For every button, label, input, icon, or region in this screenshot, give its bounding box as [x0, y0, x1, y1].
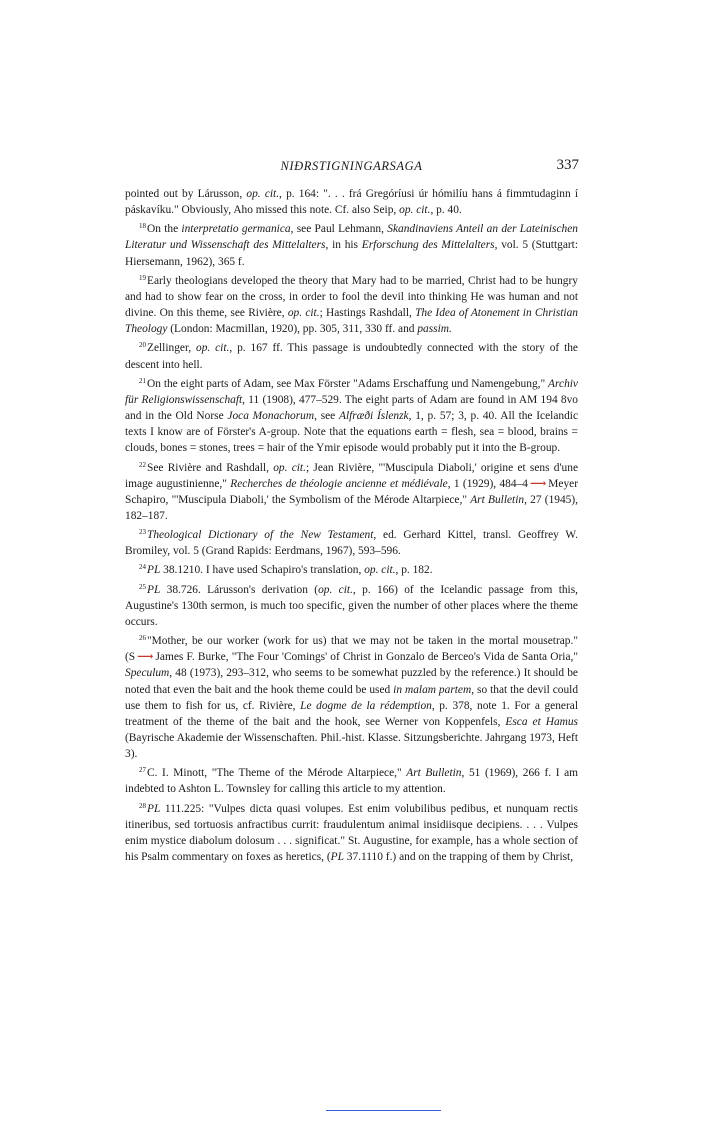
arrow-icon: ⟶ [529, 477, 547, 490]
italic-text: Archiv für Religionswissenschaft [125, 377, 578, 406]
text-run: 38.1210. I have used Schapiro's translation, [160, 564, 365, 577]
text-run: "Mother, be our worker (work for us) that we may not be taken in the mortal mousetrap." (S [125, 635, 578, 664]
text-run: , p. 378, note 1. For a general treatment of the theme of the bait and the hook, see Werner von Koppenfels, [125, 699, 578, 728]
italic-text: Art Bulletin [406, 767, 462, 780]
text-run: ; Hastings Rashdall, [319, 307, 416, 320]
footnote-27 [125, 762, 578, 797]
footnote-26 [125, 630, 578, 762]
italic-text: op. cit. [364, 564, 396, 577]
italic-text: op. cit. [318, 583, 353, 596]
footnotes-body [125, 186, 578, 865]
italic-text: PL [147, 583, 161, 596]
italic-text: op. cit. [287, 307, 320, 320]
italic-text: op. cit. [399, 204, 431, 217]
text-run: , p. 166) of the Icelandic passage from this, Augustine's 130th sermon, is much too specific, given the number of other places where the theme occurs. [125, 583, 579, 628]
footnote-continuation [125, 186, 578, 218]
text-run: , see [314, 410, 340, 423]
text-run: , p. 167 ff. This passage is undoubtedly connected with the story of the descent into hell. [125, 342, 578, 371]
italic-text: op. cit. [246, 188, 280, 200]
text-run: ; Jean Rivière, "'Muscipula Diaboli,' origine et sens d'une image augustinienne," [125, 461, 579, 490]
footnote-number: 19 [139, 273, 146, 282]
text-run: , 27 (1945), 182–187. [125, 493, 578, 522]
italic-text: op. cit. [196, 342, 230, 355]
footnote-number: 27 [139, 766, 146, 775]
text-run: 37.1110 f.) and on the trapping of them by Christ, [343, 851, 574, 864]
footnote-18 [125, 218, 578, 269]
footnote-19 [125, 270, 578, 338]
text-run: , p. 40. [430, 204, 462, 217]
running-header [124, 157, 579, 179]
italic-text: Joca Monachorum [227, 410, 315, 423]
footnote-number: 21 [139, 376, 146, 385]
running-title: NIÐRSTIGNINGARSAGA [280, 159, 423, 173]
italic-text: Le dogme de la rédemption [300, 699, 432, 712]
text-run: , 1, p. 57; 3, p. 40. All the Icelandic texts I know are of Förster's A-group. Note that the equations earth = flesh, sea = blood, brains = clouds, bones = stones, trees = hair of the Ymir episode would probably put it into the B-group. [125, 410, 578, 455]
text-run: James F. Burke, "The Four 'Comings' of Christ in Gonzalo de Berceo's Vida de Santa Oria," [155, 651, 578, 664]
text-run: Meyer Schapiro, "'Muscipula Diaboli,' the Symbolism of the Mérode Altarpiece," [125, 477, 579, 506]
footnote-number: 23 [139, 528, 146, 537]
text-run: (Bayrische Akademie der Wissenschaften. Phil.-hist. Klasse. Sitzungsberichte. Jahrgang 1973, Heft 3). [125, 732, 578, 761]
footnote-23 [125, 524, 578, 559]
italic-text: Alfræði Íslenzk [339, 410, 409, 423]
text-run: On the [147, 223, 182, 236]
footnote-22 [125, 457, 578, 525]
italic-text: Recherches de théologie ancienne et médiévale [230, 477, 448, 490]
italic-text: op. cit. [273, 461, 306, 474]
text-run: , 11 (1908), 477–529. The eight parts of Adam are found in AM 194 8vo and in the Old Norse [125, 393, 578, 423]
footnote-20 [125, 337, 578, 372]
footer-rule [326, 1110, 441, 1111]
italic-text: Esca et Hamus [505, 715, 578, 728]
text-run: Zellinger, [147, 342, 197, 355]
arrow-icon: ⟶ [137, 651, 154, 664]
italic-text: Skandinaviens Anteil an der Lateinischen Literatur und Wissenschaft des Mittelalters [125, 223, 578, 252]
text-run: 38.726. Lárusson's derivation ( [160, 583, 319, 596]
italic-text: in malam partem [393, 683, 472, 696]
italic-text: Theological Dictionary of the New Testament [147, 529, 374, 542]
footnote-number: 18 [139, 222, 146, 231]
page-number: 337 [556, 157, 579, 173]
italic-text: Erforschung des Mittelalters [361, 239, 495, 252]
footnote-number: 28 [139, 801, 146, 810]
footnote-25 [125, 579, 578, 630]
text-run: , vol. 5 (Stuttgart: Hiersemann, 1962), 365 f. [125, 239, 579, 268]
text-run: , 48 (1973), 293–312, who seems to be somewhat puzzled by the reference.) It should be noted that even the bait and the hook theme could be used [125, 667, 578, 696]
text-run: 111.225: "Vulpes dicta quasi volupes. Est enim volubilibus pedibus, et nunquam rectis itineribus, sed tortuosis anfractibus currit: fraudulentum animal insidiisque decipiens. . . . Vulpes enim mystice diabolum dolosum . . . significat." St. Augustine, for example, has a whole section of his Psalm commentary on foxes as heretics, ( [125, 802, 578, 864]
italic-text: PL [147, 802, 161, 815]
italic-text: PL [330, 851, 344, 864]
text-run: pointed out by Lárusson, [125, 188, 247, 200]
text-run: Early theologians developed the theory that Mary had to be married, Christ had to be hungry and had to show fear on the cross, in order to fool the devil into thinking He was human and not divine. On this theme, see Rivière, [125, 274, 578, 320]
text-run: , so that the devil could use them to fish for us, cf. Rivière, [125, 683, 579, 712]
text-run: , p. 164: ". . . frá Gregóríusi úr hómilíu hans á fimmtudaginn í páskavíku." Obviously, Aho missed this note. Cf. also Seip, [125, 188, 579, 217]
text-run: , p. 182. [395, 564, 433, 577]
italic-text: passim. [417, 323, 452, 336]
text-run: , ed. Gerhard Kittel, transl. Geoffrey W. Bromiley, vol. 5 (Grand Rapids: Eerdmans, 1967), 593–596. [125, 529, 578, 558]
text-run: , 1 (1929), 484–4 [447, 477, 528, 490]
footnote-number: 25 [139, 582, 146, 591]
footnote-number: 20 [139, 341, 146, 350]
text-run: (London: Macmillan, 1920), pp. 305, 311, 330 ff. and [167, 323, 418, 336]
text-run: , in his [325, 239, 362, 252]
italic-text: Speculum [125, 667, 170, 680]
footnote-24 [125, 559, 578, 578]
italic-text: interpretatio germanica [181, 223, 291, 236]
text-run: , see Paul Lehmann, [290, 223, 388, 236]
italic-text: The Idea of Atonement in Christian Theology [125, 307, 578, 336]
footnote-number: 24 [139, 563, 146, 572]
footnote-28 [125, 798, 578, 866]
footnote-21 [125, 373, 578, 457]
text-run: On the eight parts of Adam, see Max Förster "Adams Erschaffung und Namengebung," [147, 377, 549, 390]
italic-text: PL [147, 564, 161, 577]
italic-text: Art Bulletin [470, 493, 525, 506]
text-run: See Rivière and Rashdall, [147, 461, 274, 474]
text-run: C. I. Minott, "The Theme of the Mérode Altarpiece," [147, 767, 407, 780]
footnote-number: 26 [139, 634, 146, 643]
footnote-number: 22 [139, 460, 146, 469]
text-run: , 51 (1969), 266 f. I am indebted to Ashton L. Townsley for calling this article to my attention. [125, 767, 578, 796]
